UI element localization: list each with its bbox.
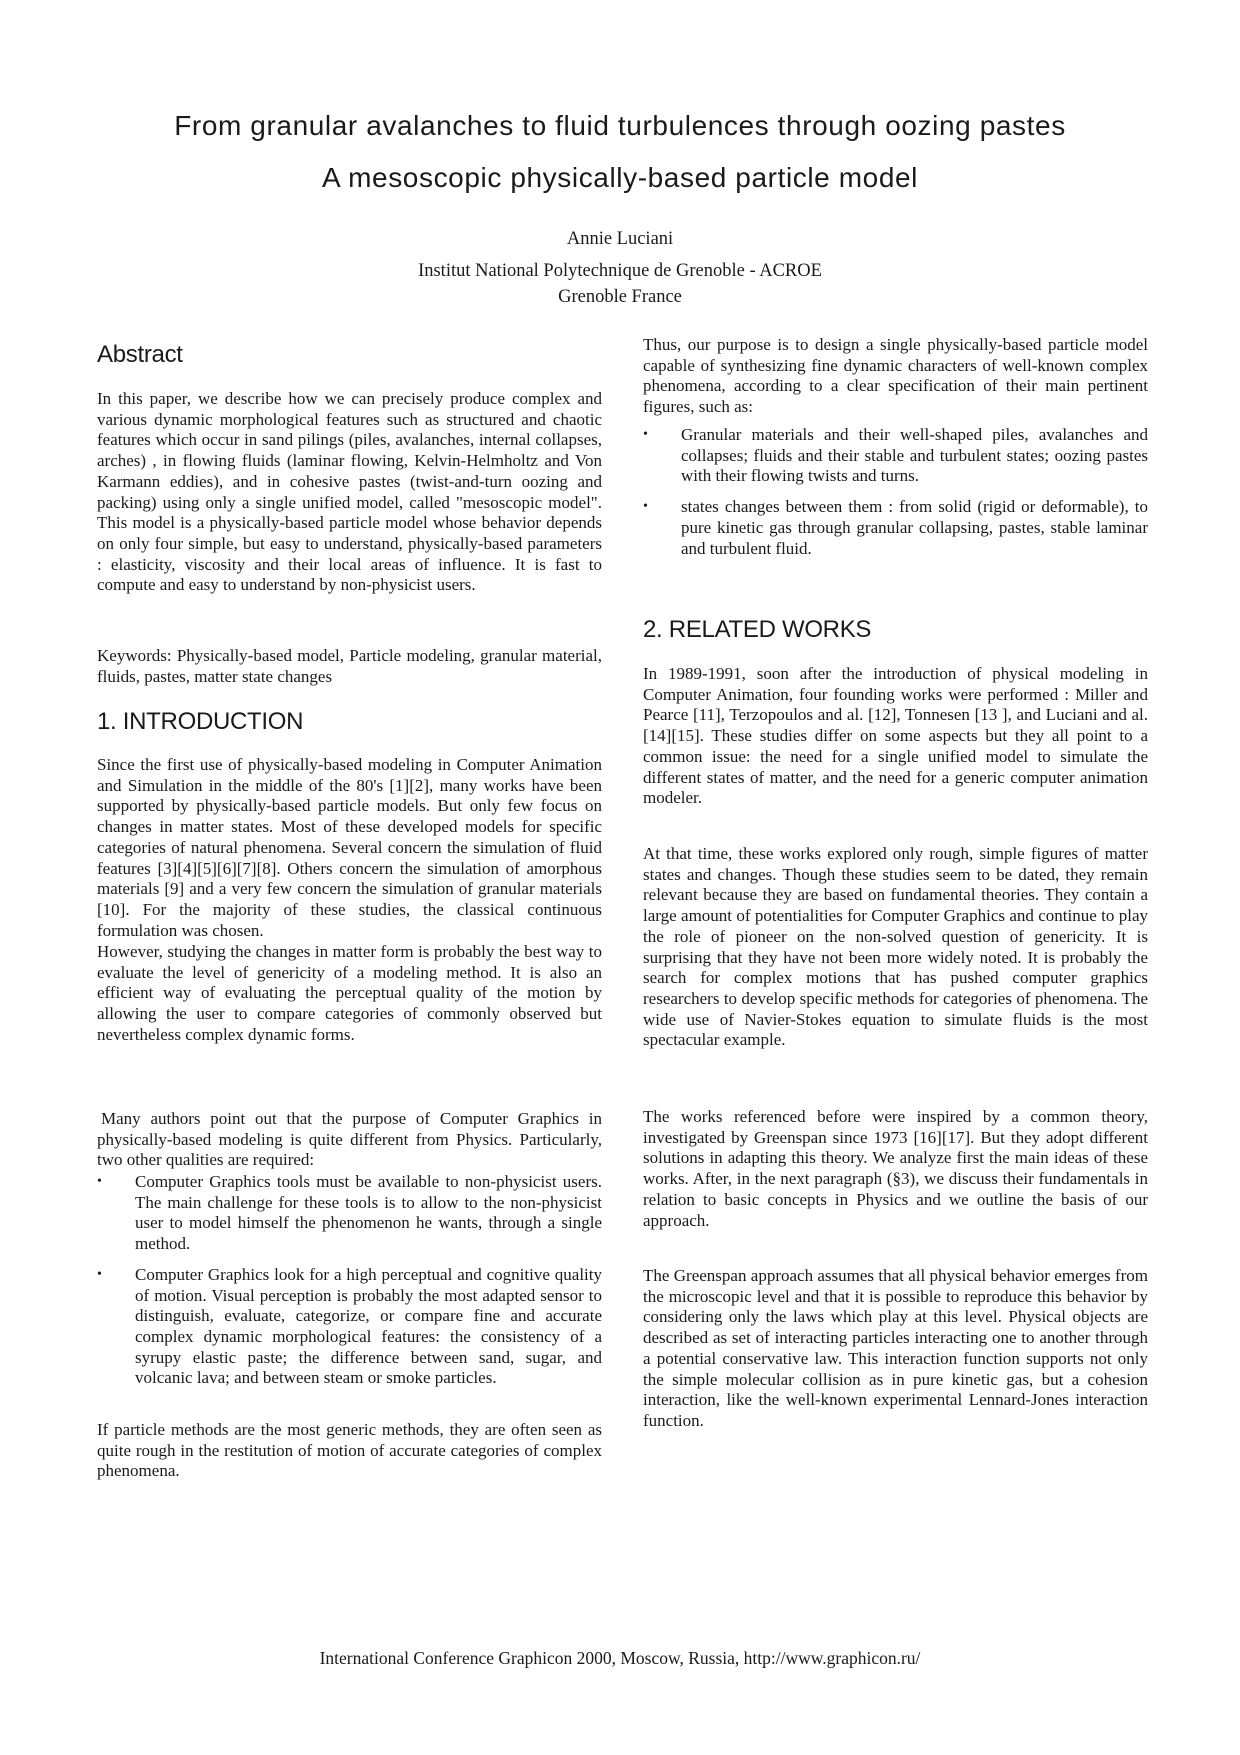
intro-bullet-item: • Computer Graphics look for a high perceptual and cognitive quality of motion. Visual perception is probably the most adapted sensor to distinguish, evaluate, categorize, or compare fine and accurate complex dynamic morphological features: the consistency of a syrupy elastic paste; the difference between sand, sugar, and volcanic lava; and between steam or smoke particles.	[97, 1265, 602, 1389]
abstract-heading: Abstract	[97, 341, 183, 368]
related-paragraph-2: At that time, these works explored only rough, simple figures of matter states and changes. Though these studies seem to be dated, they remain relevant because they are based on fundamental theories. They contain a large amount of potentialities for Computer Graphics and continue to play the role of pioneer on the non-solved question of genericity. It is surprising that they have not been more widely noted. It is probably the search for complex motions that has pushed computer graphics researchers to develop specific methods for categories of phenomena. The wide use of Navier-Stokes equation to simulate fluids is the most spectacular example.	[643, 844, 1148, 1050]
related-paragraph-1: In 1989-1991, soon after the introduction of physical modeling in Computer Animation, four founding works were performed : Miller and Pearce [11], Terzopoulos and al. [12], Tonnesen [13 ], and Luciani and al. [14][15]. These studies differ on some aspects but they all point to a common issue: the need for a single unified model to simulate the different states of matter, and the need for a generic computer animation modeler.	[643, 664, 1148, 808]
intro-paragraph-3: Many authors point out that the purpose of Computer Graphics in physically-based modeling is quite different from Physics. Particularly, two other qualities are required:	[97, 1109, 602, 1170]
paper-title-line1: From granular avalanches to fluid turbulences through oozing pastes	[174, 110, 1066, 141]
intro-bullet-item: • states changes between them : from solid (rigid or deformable), to pure kinetic gas through granular collapsing, pastes, stable laminar and turbulent fluid.	[643, 497, 1148, 559]
paper-title-line2: A mesoscopic physically-based particle model	[322, 162, 918, 193]
keywords: Keywords: Physically-based model, Particle modeling, granular material, fluids, pastes, matter state changes	[97, 646, 602, 686]
intro-bullet-item: • Granular materials and their well-shaped piles, avalanches and collapses; fluids and their stable and turbulent states; oozing pastes with their flowing twists and turns.	[643, 425, 1148, 487]
introduction-heading: 1. INTRODUCTION	[97, 708, 304, 735]
affiliation-line1: Institut National Polytechnique de Grenoble - ACROE	[418, 261, 822, 281]
affiliation-line2: Grenoble France	[558, 287, 682, 307]
author-affiliation	[0, 258, 1240, 310]
related-works-heading: 2. RELATED WORKS	[643, 616, 872, 643]
intro-paragraph-2: However, studying the changes in matter form is probably the best way to evaluate the level of genericity of a modeling method. It is also an efficient way of evaluating the perceptual quality of the motion by allowing the user to compare categories of commonly observed but nevertheless complex dynamic forms.	[97, 942, 602, 1044]
intro-paragraph-1: Since the first use of physically-based modeling in Computer Animation and Simulation in the middle of the 80's [1][2], many works have been supported by physically-based particle models. But only few focus on changes in matter states. Most of these developed models for specific categories of natural phenomena. Several concern the simulation of fluid features [3][4][5][6][7][8]. Others concern the simulation of amorphous materials [9] and a very few concern the simulation of granular materials [10]. For the majority of these studies, the classical continuous formulation was chosen.	[97, 755, 602, 940]
author-name: Annie Luciani	[566, 229, 674, 249]
related-paragraph-3: The works referenced before were inspired by a common theory, investigated by Greenspan since 1973 [16][17]. But they adopt different solutions in adapting this theory. We analyze first the main ideas of these works. After, in the next paragraph (§3), we discuss their fundamentals in relation to basic concepts in Physics and we outline the basis of our approach.	[643, 1107, 1148, 1230]
related-paragraph-4: The Greenspan approach assumes that all physical behavior emerges from the microscopic level and that it is possible to reproduce this behavior by considering only the laws which play at this level. Physical objects are described as set of interacting particles interacting one to another through a potential conservative law. This interaction function supports not only the simple molecular collision as in pure kinetic gas, but a cohesion interaction, like the well-known experimental Lennard-Jones interaction function.	[643, 1266, 1148, 1430]
intro-bullet-list-2	[643, 425, 1148, 569]
intro-bullet-item: • Computer Graphics tools must be available to non-physicist users. The main challenge for these tools is to allow to the non-physicist user to model himself the phenomenon he wants, through a single method.	[97, 1172, 602, 1255]
intro-paragraph-5: Thus, our purpose is to design a single physically-based particle model capable of synthesizing fine dynamic characters of well-known complex phenomena, according to a clear specification of their main pertinent figures, such as:	[643, 335, 1148, 417]
intro-bullet-list	[97, 1172, 602, 1399]
intro-paragraph-4: If particle methods are the most generic methods, they are often seen as quite rough in the restitution of motion of accurate categories of complex phenomena.	[97, 1420, 602, 1481]
abstract-text: In this paper, we describe how we can precisely produce complex and various dynamic morphological features such as structured and chaotic features which occur in sand pilings (piles, avalanches, internal collapses, arches) , in flowing fluids (laminar flowing, Kelvin-Helmholtz and Von Karmann eddies), and in cohesive pastes (twist-and-turn oozing and packing) using only a single unified model, called "mesoscopic model". This model is a physically-based particle model whose behavior depends on only four simple, but easy to understand, physically-based parameters : elasticity, viscosity and their local areas of influence. It is fast to compute and easy to understand by non-physicist users.	[97, 389, 602, 595]
page-footer: International Conference Graphicon 2000, Moscow, Russia, http://www.graphicon.ru/	[319, 1648, 921, 1668]
